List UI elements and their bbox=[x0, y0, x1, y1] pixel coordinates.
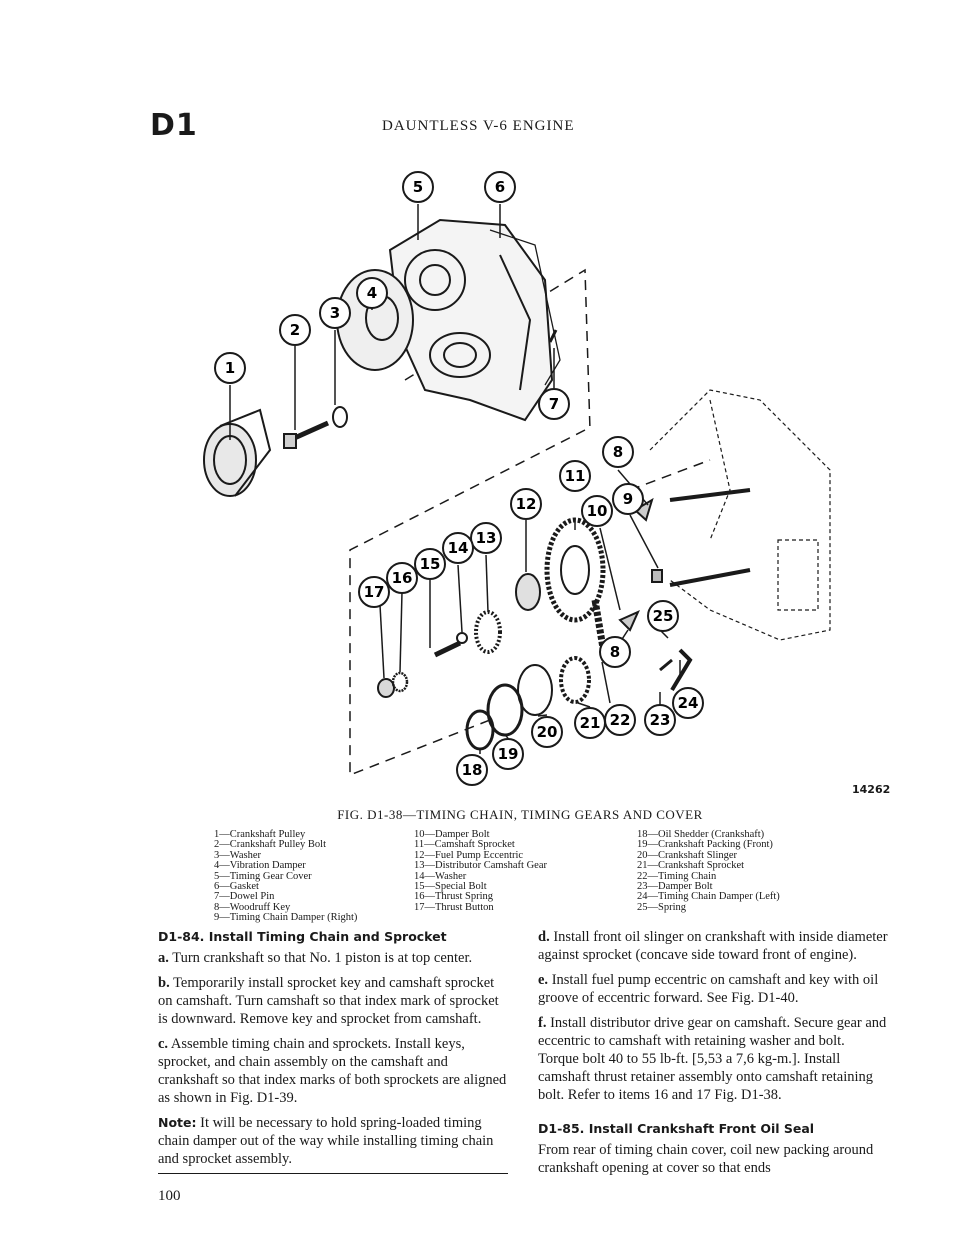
legend-item: 5—Timing Gear Cover bbox=[214, 870, 312, 882]
legend-item: 24—Timing Chain Damper (Left) bbox=[637, 891, 780, 903]
callout-8 bbox=[603, 437, 633, 467]
callout-23 bbox=[645, 705, 675, 735]
callout-2 bbox=[280, 315, 310, 345]
svg-text:20: 20 bbox=[536, 723, 558, 741]
right-text-column bbox=[538, 928, 888, 1184]
legend-item: 19—Crankshaft Packing (Front) bbox=[637, 839, 773, 851]
callout-13 bbox=[471, 523, 501, 553]
callout-15 bbox=[415, 549, 445, 579]
svg-text:17: 17 bbox=[363, 583, 385, 601]
callout-18 bbox=[457, 755, 487, 785]
legend-item: 4—Vibration Damper bbox=[214, 860, 306, 872]
svg-text:9: 9 bbox=[622, 490, 634, 508]
legend-item: 7—Dowel Pin bbox=[214, 891, 275, 903]
section-code: D1 bbox=[150, 108, 198, 143]
legend-item: 18—Oil Shedder (Crankshaft) bbox=[637, 829, 765, 840]
exploded-view-drawing bbox=[190, 160, 900, 800]
legend-item: 12—Fuel Pump Eccentric bbox=[414, 849, 524, 861]
svg-text:22: 22 bbox=[609, 711, 631, 729]
step-paragraph bbox=[158, 1035, 508, 1107]
step-paragraph bbox=[538, 1014, 888, 1104]
note-label: Note: bbox=[158, 1115, 197, 1130]
legend-item: 1—Crankshaft Pulley bbox=[214, 829, 306, 840]
callout-19 bbox=[493, 739, 523, 769]
svg-text:15: 15 bbox=[419, 555, 441, 573]
body-paragraph: From rear of timing chain cover, coil new packing around crankshaft opening at cover so that ends bbox=[538, 1142, 874, 1176]
callout-22 bbox=[605, 705, 635, 735]
crankshaft-pulley-drawing bbox=[204, 410, 270, 496]
svg-text:8: 8 bbox=[609, 643, 621, 661]
svg-text:25: 25 bbox=[652, 607, 674, 625]
legend-item: 17—Thrust Button bbox=[414, 901, 494, 913]
step-letter: e. bbox=[538, 972, 549, 988]
svg-text:1: 1 bbox=[224, 359, 236, 377]
callout-4 bbox=[357, 278, 387, 308]
legend-item: 9—Timing Chain Damper (Right) bbox=[214, 912, 358, 924]
callout-1 bbox=[215, 353, 245, 383]
step-paragraph bbox=[158, 949, 508, 967]
svg-text:11: 11 bbox=[564, 467, 586, 485]
legend-item: 10—Damper Bolt bbox=[414, 829, 490, 840]
camshaft-sprocket-drawing bbox=[547, 520, 603, 620]
left-text-column bbox=[158, 928, 508, 1181]
figure-caption: FIG. D1-38—TIMING CHAIN, TIMING GEARS AND COVER bbox=[337, 807, 703, 822]
svg-text:21: 21 bbox=[579, 714, 601, 732]
note-paragraph bbox=[158, 1114, 508, 1174]
legend-item: 25—Spring bbox=[637, 901, 687, 913]
legend-item: 6—Gasket bbox=[214, 881, 259, 893]
svg-text:3: 3 bbox=[329, 304, 341, 322]
step-letter: b. bbox=[158, 975, 170, 991]
step-paragraph bbox=[538, 971, 888, 1007]
callout-25 bbox=[648, 601, 678, 631]
step-letter: f. bbox=[538, 1015, 547, 1031]
callout-20 bbox=[532, 717, 562, 747]
step-text: Temporarily install sprocket key and camshaft sprocket on camshaft. Turn camshaft so that index mark of sprocket is downward. Remove key and sprocket from camshaft. bbox=[158, 975, 499, 1027]
callout-9 bbox=[613, 484, 643, 514]
step-letter: c. bbox=[158, 1036, 169, 1052]
legend-item: 11—Camshaft Sprocket bbox=[414, 839, 515, 851]
callout-10 bbox=[582, 496, 612, 526]
svg-text:19: 19 bbox=[497, 745, 519, 763]
step-paragraph bbox=[538, 928, 888, 964]
callout-14 bbox=[443, 533, 473, 563]
step-text: Turn crankshaft so that No. 1 piston is at top center. bbox=[172, 950, 473, 966]
legend-item: 8—Woodruff Key bbox=[214, 901, 291, 913]
callout-6 bbox=[485, 172, 515, 202]
running-title: DAUNTLESS V-6 ENGINE bbox=[382, 118, 575, 134]
callout-5 bbox=[403, 172, 433, 202]
engine-block-outline bbox=[650, 390, 830, 640]
exploded-view-figure bbox=[190, 160, 900, 800]
svg-text:24: 24 bbox=[677, 694, 699, 712]
step-letter: d. bbox=[538, 929, 550, 945]
page-header bbox=[0, 108, 960, 142]
callout-8b bbox=[600, 637, 630, 667]
callout-24 bbox=[673, 688, 703, 718]
legend-item: 23—Damper Bolt bbox=[637, 881, 713, 893]
svg-text:18: 18 bbox=[461, 761, 483, 779]
legend-item: 13—Distributor Camshaft Gear bbox=[414, 860, 547, 872]
section-heading-d1-85: D1-85. Install Crankshaft Front Oil Seal bbox=[538, 1121, 815, 1136]
step-paragraph bbox=[158, 974, 508, 1028]
callout-11 bbox=[560, 461, 590, 491]
timing-gear-cover-drawing bbox=[390, 220, 552, 420]
legend-item: 20—Crankshaft Slinger bbox=[637, 849, 738, 861]
svg-text:8: 8 bbox=[612, 443, 624, 461]
step-letter: a. bbox=[158, 950, 169, 966]
legend-item: 22—Timing Chain bbox=[637, 870, 717, 882]
step-text: Install distributor drive gear on camshaft. Secure gear and eccentric to camshaft with retaining washer and bolt. Torque bolt 40 to 55 lb-ft. [5,53 a 7,6 kg-m.]. Install camshaft thrust retainer assembly onto camshaft retaining bolt. Refer to items 16 and 17 Fig. D1-38. bbox=[538, 1015, 887, 1103]
step-text: Install front oil slinger on crankshaft with inside diameter against sprocket (concave side toward front of engine). bbox=[538, 929, 888, 963]
legend-column-1 bbox=[214, 830, 357, 924]
svg-text:5: 5 bbox=[412, 178, 424, 196]
note-text: It will be necessary to hold spring-loaded timing chain damper out of the way while installing timing chain and sprocket assembly. bbox=[158, 1115, 494, 1167]
legend-column-2 bbox=[414, 830, 547, 913]
legend-item: 14—Washer bbox=[414, 870, 467, 882]
legend-item: 16—Thrust Spring bbox=[414, 891, 494, 903]
callout-3 bbox=[320, 298, 350, 328]
callout-21 bbox=[575, 708, 605, 738]
callout-12 bbox=[511, 489, 541, 519]
svg-text:6: 6 bbox=[494, 178, 506, 196]
page-number: 100 bbox=[158, 1188, 181, 1204]
svg-text:16: 16 bbox=[391, 569, 413, 587]
step-text: Install fuel pump eccentric on camshaft and key with oil groove of eccentric forward. See Fig. D1-40. bbox=[538, 972, 879, 1006]
callout-16 bbox=[387, 563, 417, 593]
legend-item: 21—Crankshaft Sprocket bbox=[637, 860, 745, 872]
figure-number: 14262 bbox=[852, 783, 891, 796]
svg-text:7: 7 bbox=[548, 395, 560, 413]
svg-text:14: 14 bbox=[447, 539, 469, 557]
svg-text:23: 23 bbox=[649, 711, 671, 729]
callout-17 bbox=[359, 577, 389, 607]
legend-item: 3—Washer bbox=[214, 849, 261, 861]
svg-text:10: 10 bbox=[586, 502, 608, 520]
svg-text:4: 4 bbox=[366, 284, 378, 302]
legend-column-3 bbox=[637, 830, 780, 913]
legend-item: 2—Crankshaft Pulley Bolt bbox=[214, 839, 326, 851]
section-heading-d1-84: D1-84. Install Timing Chain and Sprocket bbox=[158, 929, 447, 944]
svg-text:13: 13 bbox=[475, 529, 497, 547]
svg-text:12: 12 bbox=[515, 495, 537, 513]
svg-text:2: 2 bbox=[289, 321, 301, 339]
callout-7 bbox=[539, 389, 569, 419]
step-text: Assemble timing chain and sprockets. Install keys, sprocket, and chain assembly on the camshaft and crankshaft so that index marks of both sprockets are aligned as shown in Fig. D1-39. bbox=[158, 1036, 507, 1106]
legend-item: 15—Special Bolt bbox=[414, 881, 487, 893]
